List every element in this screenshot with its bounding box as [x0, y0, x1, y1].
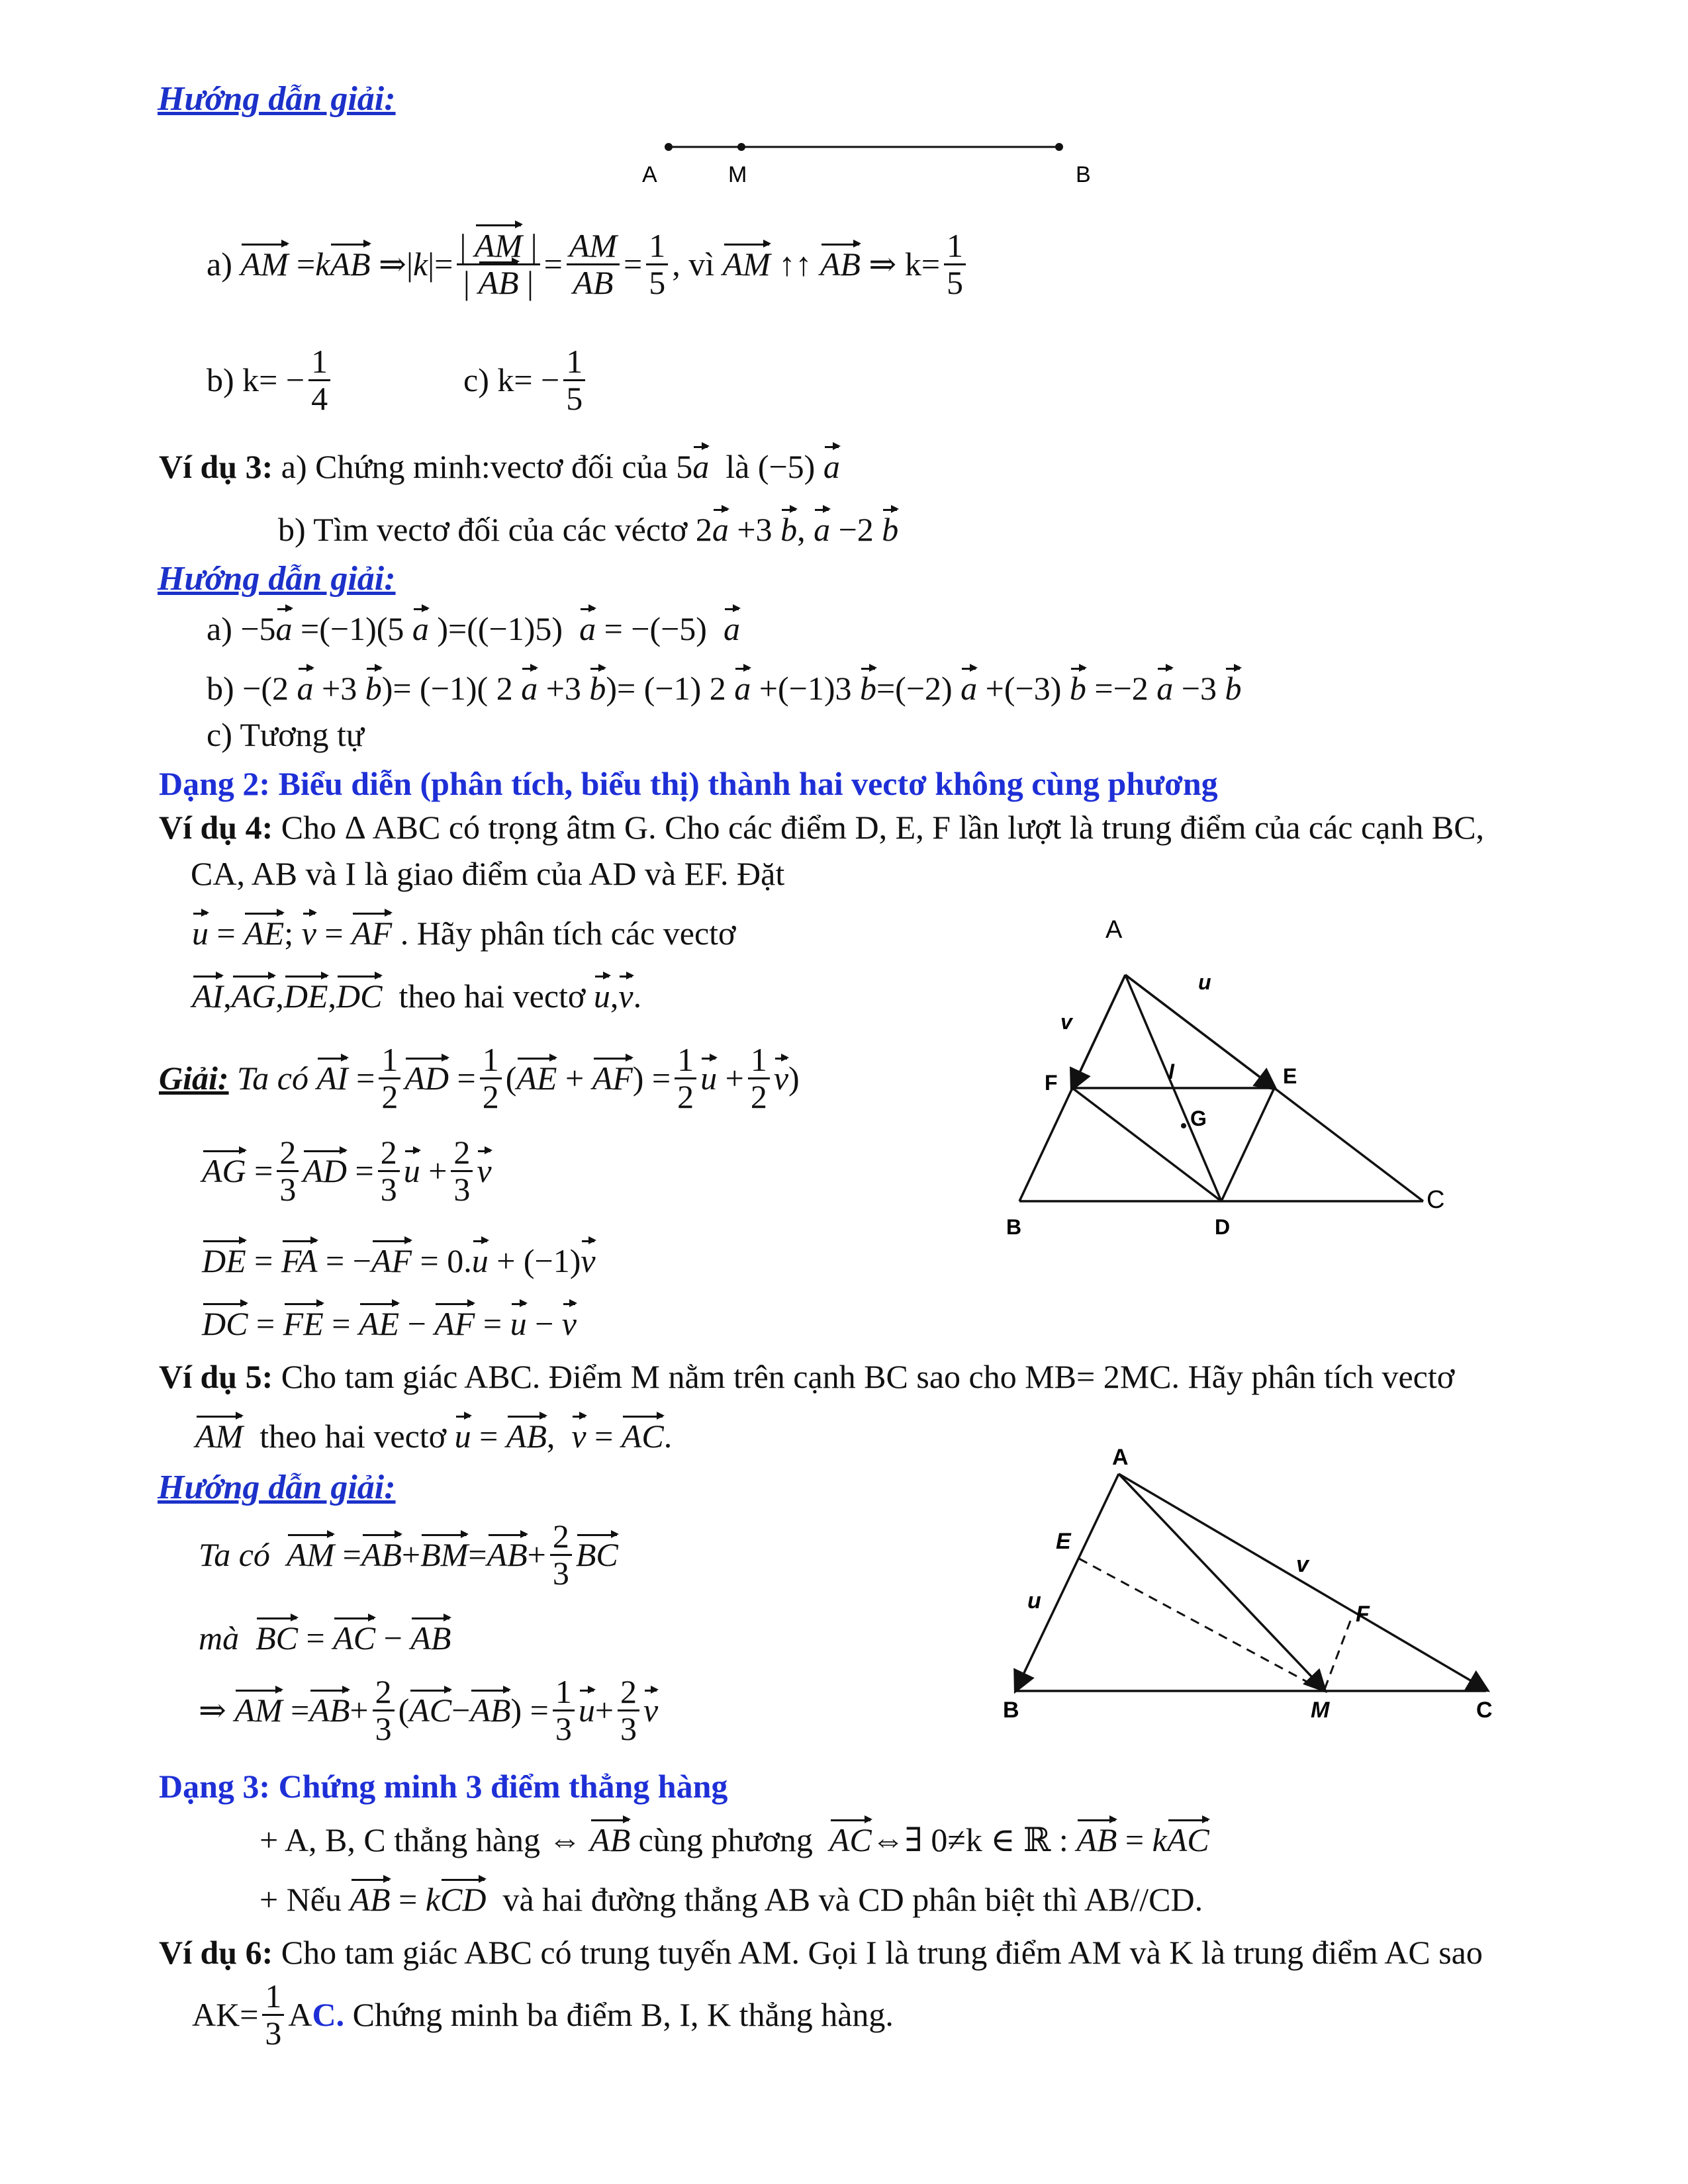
fig1-label-u: u: [1198, 970, 1211, 994]
fig1-label-d: D: [1215, 1215, 1231, 1239]
fig2-label-b: B: [1003, 1698, 1019, 1723]
seg-label-m: M: [728, 162, 747, 187]
ex2-line-c: c) k= − $\frac{1}{5}$: [463, 344, 589, 416]
fig1-label-v: v: [1060, 1010, 1072, 1034]
fig1-label-f: F: [1045, 1071, 1058, 1095]
seg-label-a: A: [642, 162, 657, 187]
ex3-line-a: Ví dụ 3: a) Chứng minh:vectơ đối của 5a là (−5) a: [159, 448, 840, 485]
ex3-sol-a: a) −5a =(−1)(5 a )=((−1)5) a = −(−5) a: [207, 610, 740, 647]
ex4-sol-de: DE = FA = −AF = 0.u + (−1)v: [202, 1242, 596, 1279]
segment-figure: [635, 132, 1099, 192]
ex3-sol-c: c) Tương tự: [207, 716, 365, 753]
fig1-label-c: C: [1427, 1186, 1445, 1214]
ex4-sol-dc: DC = FE = AE − AF = u − v: [202, 1305, 577, 1342]
triangle-figure-ex4: [986, 917, 1476, 1248]
ex5-line-1: Ví dụ 5: Cho tam giác ABC. Điểm M nằm trên cạnh BC sao cho MB= 2MC. Hãy phân tích vectơ: [159, 1358, 1455, 1395]
guide-heading-3: Hướng dẫn giải:: [158, 1469, 396, 1506]
section-dang-3: Dạng 3: Chứng minh 3 điểm thẳng hàng: [159, 1768, 728, 1805]
ex5-sol-1: Ta có AM = AB + BM = AB + $\frac{2}{3}$ BC: [199, 1518, 618, 1592]
ex5-line-2: AM theo hai vectơ u = AB, v = AC.: [195, 1418, 673, 1455]
guide-heading-2: Hướng dẫn giải:: [158, 560, 396, 598]
ex4-line-2: CA, AB và I là giao điểm của AD và EF. Đặt: [191, 855, 785, 892]
d3-line-1: + A, B, C thẳng hàng ⇔ AB cùng phương AC⇔∃ 0≠k ∈ ℝ : AB = kAC: [259, 1821, 1209, 1858]
d3-line-2: + Nếu AB = kCD và hai đường thẳng AB và CD phân biệt thì AB//CD.: [259, 1881, 1203, 1918]
guide-heading-1: Hướng dẫn giải:: [158, 80, 396, 118]
ex3-line-b: b) Tìm vectơ đối của các véctơ 2a +3 b, a −2 b: [278, 511, 899, 548]
ex4-line-1: Ví dụ 4: Cho Δ ABC có trọng âtm G. Cho các điểm D, E, F lần lượt là trung điểm của các cạnh BC,: [159, 809, 1485, 846]
fig1-label-a: A: [1105, 917, 1123, 944]
ex5-sol-2: mà BC = AC − AB: [199, 1619, 451, 1657]
ex4-line-4: AI,AG,DE,DC theo hai vectơ u,v.: [192, 978, 642, 1015]
fig2-label-c: C: [1476, 1698, 1493, 1723]
fig1-label-b: B: [1006, 1215, 1022, 1239]
fig1-label-i: I: [1168, 1060, 1174, 1083]
ex6-line-1: Ví dụ 6: Cho tam giác ABC có trung tuyến AM. Gọi I là trung điểm AM và K là trung điểm AC sao: [159, 1934, 1483, 1971]
fig2-label-m: M: [1311, 1698, 1330, 1723]
fig1-label-g: G: [1190, 1107, 1207, 1130]
ex3-sol-b: b) −(2 a +3 b)= (−1)( 2 a +3 b)= (−1) 2 a +(−1)3 b=(−2) a +(−3) b =−2 a −3 b: [207, 670, 1242, 707]
fig2-label-a: A: [1112, 1446, 1129, 1470]
fig2-label-f: F: [1356, 1602, 1370, 1627]
seg-label-b: B: [1076, 162, 1091, 187]
ex4-line-3: u = AE; v = AF . Hãy phân tích các vectơ: [192, 915, 736, 952]
ex2-line-b: b) k= − $\frac{1}{4}$: [207, 344, 334, 416]
fig1-label-e: E: [1283, 1064, 1297, 1088]
ex4-sol-ai: Giải: Ta có AI = $\frac{1}{2}$ AD = $\frac{1}{2}$ ( AE + AF ) = $\frac{1}{2}$ u + $\frac{1}{2}$ v ): [159, 1041, 800, 1115]
ex6-line-2: AK= $\frac{1}{3}$ A C. Chứng minh ba điểm B, I, K thẳng hàng.: [192, 1978, 894, 2052]
ex2-line-a: a) AM = k AB ⇒| k |= $\frac{| AM |}{| AB |}$ = $\frac{AM}{AB}$ = $\frac{1}{5}$ , vì AM ↑↑ AB ⇒ k= $\frac{1}{5}$: [207, 228, 970, 300]
ex4-sol-ag: AG = $\frac{2}{3}$ AD = $\frac{2}{3}$ u + $\frac{2}{3}$ v: [202, 1134, 492, 1208]
fig2-label-u: u: [1027, 1588, 1041, 1614]
fig2-label-e: E: [1056, 1529, 1071, 1554]
triangle-figure-ex5: [993, 1446, 1509, 1737]
section-dang-2: Dạng 2: Biểu diễn (phân tích, biểu thị) thành hai vectơ không cùng phương: [159, 765, 1218, 802]
ex5-sol-3: ⇒ AM = AB + $\frac{2}{3}$ ( AC − AB ) = $\frac{1}{3}$ u + $\frac{2}{3}$ v: [199, 1673, 659, 1747]
fig2-label-v: v: [1296, 1552, 1309, 1577]
